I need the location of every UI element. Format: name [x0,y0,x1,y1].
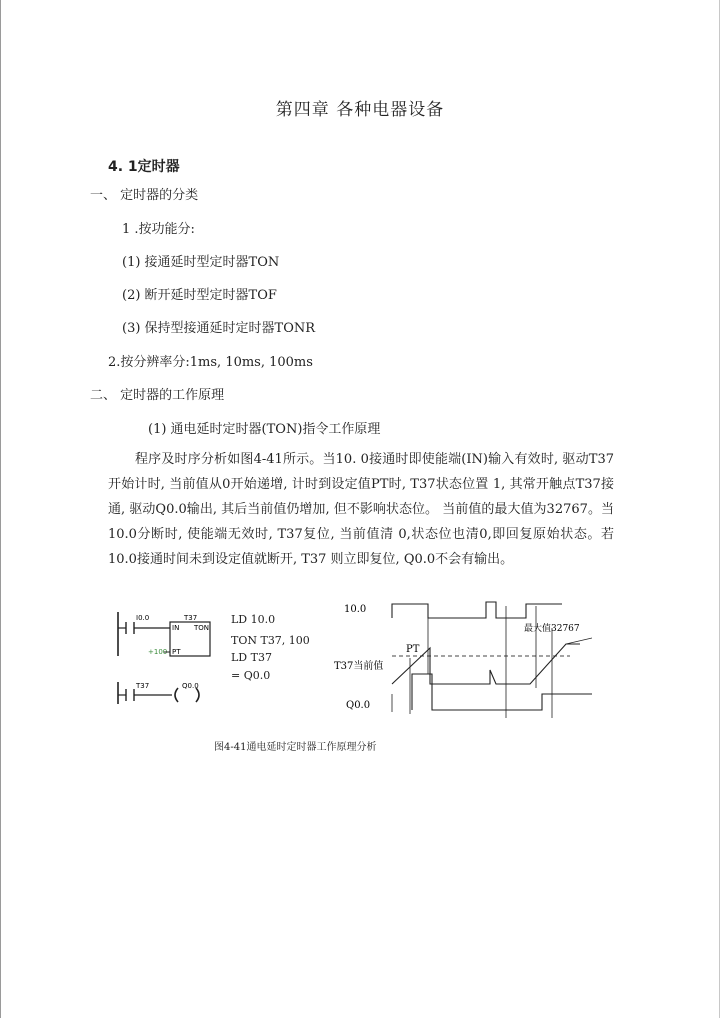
ladder-diagram [112,608,222,708]
timing-label-max: 最大值32767 [524,624,580,634]
subheading-principle: 二、 定时器的工作原理 [90,388,225,403]
stl-line-1: LD 10.0 [231,613,276,626]
stl-line-2: TON T37, 100 [231,634,310,647]
timing-label-pt: PT [406,644,420,655]
ladder-contact-i00: I0.0 [136,614,150,622]
timing-label-current: T37当前值 [334,661,384,672]
ladder-pt-label: PT [172,648,181,656]
stl-line-3: LD T37 [231,651,272,664]
stl-line-4: = Q0.0 [231,669,271,682]
ladder-in-label: IN [172,624,180,632]
timing-label-output: Q0.0 [346,700,371,711]
principle-heading: (1) 通电延时定时器(TON)指令工作原理 [148,422,381,437]
ladder-preset: +100 [148,648,168,656]
list-by-function: 1 .按功能分: [122,222,195,237]
ladder-timer-label: T37 [184,614,198,622]
list-item-ton: (1) 接通延时型定时器TON [122,255,280,270]
list-item-tonr: (3) 保持型接通延时定时器TONR [122,321,316,336]
timing-diagram [330,598,592,722]
ladder-coil-q00: Q0.0 [182,682,199,690]
list-item-tof: (2) 断开延时型定时器TOF [122,288,277,303]
figure-caption: 图4-41通电延时定时器工作原理分析 [214,742,377,753]
chapter-title: 第四章 各种电器设备 [275,100,445,120]
body-paragraph: 程序及时序分析如图4-41所示。当10. 0接通时即使能端(IN)输入有效时, 驱动T37开始计时, 当前值从0开始递增, 计时到设定值PT时, T37状态位置 1, 其常开触点T37接通, 驱动Q0.0输出, 其后当前值仍增加, 但不影响状态位。 当前值的最大值为32767。当10.0分断时, 使能端无效时, T37复位, 当前值清 0,状态位也清0,即回复原始状态。若10.0接通时间未到设定值就断开, T37 则立即复位, Q0.0不会有输出。 [108,452,614,567]
ladder-contact-t37: T37 [136,682,150,690]
list-by-resolution: 2.按分辨率分:1ms, 10ms, 100ms [108,355,313,370]
timing-label-input: 10.0 [344,604,367,615]
ladder-ton-label: TON [194,624,210,632]
section-heading: 4. 1定时器 [108,159,180,175]
page-border-left [0,0,1,1018]
subheading-classification: 一、 定时器的分类 [90,188,199,203]
